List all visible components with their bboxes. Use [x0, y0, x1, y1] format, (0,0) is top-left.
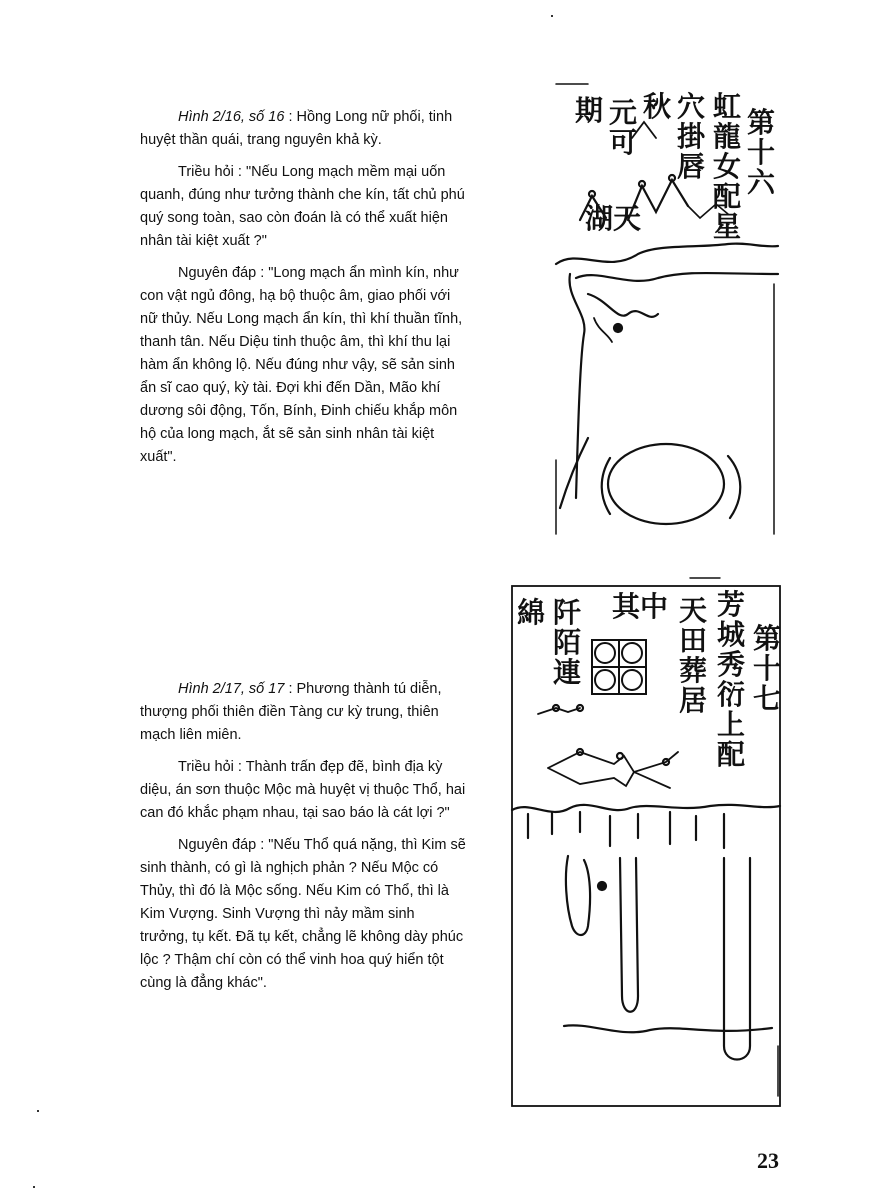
fig16-col-1: 第十六	[746, 106, 775, 199]
page-number: 23	[757, 1148, 779, 1173]
scan-speck	[551, 15, 553, 17]
fig16-lake-label: 湖天	[584, 202, 641, 235]
section-17-text	[140, 678, 466, 1004]
figure-17-ref: Hình 2/17, số 17	[178, 681, 285, 697]
figure-17	[510, 576, 794, 1116]
figure-17-caption-text: : Phương thành tú diễn, thượng phối thiên điền Tàng cư kỳ trung, thiên mạch liên miên.	[140, 681, 442, 743]
fig17-col-1: 第十七	[752, 622, 781, 715]
figure-16-caption-text: : Hồng Long nữ phối, tinh huyệt thần quái, trang nguyên khả kỳ.	[140, 109, 453, 148]
fig16-col-6: 期	[574, 94, 603, 127]
scan-speck	[37, 1110, 39, 1112]
scan-speck	[33, 1186, 35, 1188]
figure-16	[548, 78, 788, 538]
fig17-col-6: 綿	[516, 596, 545, 629]
figure-17-caption	[140, 678, 466, 747]
fig16-col-5: 元可	[608, 96, 637, 159]
fig17-col-4: 其中	[611, 590, 668, 623]
answer-16: Nguyên đáp : "Long mạch ẩn mình kín, như con vật ngủ đông, hạ bộ thuộc âm, giao phối với nữ thủy. Nếu Long mạch ẩn kín, thì khí thuần tĩnh, thanh tân. Nếu Diệu tinh thuộc âm, thì khí thu lại hàm ẩn không lộ. Nếu đúng như vậy, sẽ sản sinh ẩn sĩ cao quý, kỳ tài. Đợi khi đến Dần, Mão khí dương sôi động, Tốn, Bính, Đinh chiếu khắp môn hộ của long mạch, ắt sẽ sản sinh nhân tài kiệt xuất".	[140, 265, 463, 465]
section-16-text	[140, 106, 466, 478]
fig16-col-4: 秋	[642, 90, 671, 123]
fig16-col-2: 虹龍女配星	[712, 90, 741, 243]
answer-17: Nguyên đáp : "Nếu Thổ quá nặng, thì Kim sẽ sinh thành, có gì là nghịch phản ? Nếu Mộc có Thủy, thì đó là Mộc sống. Nếu Kim có Thổ, thì là Kim Vượng. Sinh Vượng thì nảy mầm sinh trưởng, tụ kết. Đã tụ kết, chẳng lẽ không dày phúc lộc ? Thậm chí còn có thể vinh hoa quý hiển tột cùng là đẳng khác".	[140, 837, 466, 991]
figure-16-ref: Hình 2/16, số 16	[178, 109, 285, 125]
fig16-col-3: 穴掛唇	[676, 90, 705, 183]
question-16: Triều hỏi : "Nếu Long mạch mềm mại uốn quanh, đúng như tưởng thành che kín, tất chủ phú quý song toàn, sao còn đoán là có thể xuất hiện nhân tài kiệt xuất ?"	[140, 164, 465, 249]
fig17-col-3: 天田葬居	[678, 594, 707, 717]
figure-16-caption	[140, 106, 466, 152]
fig17-col-2: 芳城秀衍上配	[716, 588, 745, 771]
question-17: Triều hỏi : Thành trấn đẹp đẽ, bình địa kỳ diệu, án sơn thuộc Mộc mà huyệt vị thuộc Thổ, hai can đó khắc phạm nhau, tại sao báo là cát lợi ?"	[140, 759, 466, 821]
fig17-col-5: 阡陌連	[552, 596, 581, 689]
